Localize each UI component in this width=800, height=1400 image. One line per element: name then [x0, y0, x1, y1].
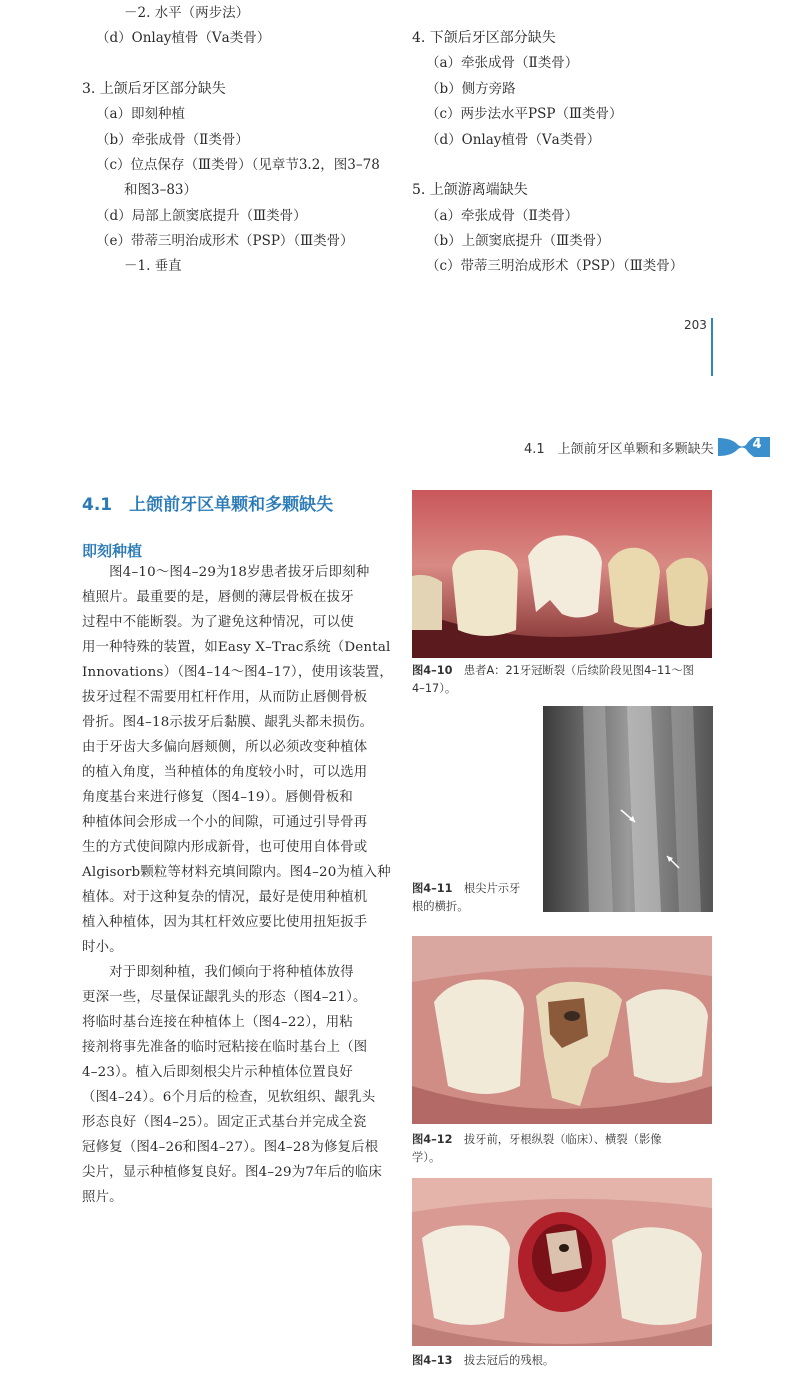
caption-text: 患者A：21牙冠断裂（后续阶段见图4–11～图 [463, 664, 694, 677]
list-item: （e）带蒂三明治成形术（PSP）（Ⅲ类骨） [96, 233, 354, 249]
body-line: （图4–24）。6个月后的检查，见软组织、龈乳头 [82, 1090, 376, 1105]
page-number: 203 [684, 318, 707, 332]
list-item: （b）上颌窦底提升（Ⅲ类骨） [426, 233, 610, 249]
figure-label: 图4–12 [412, 1133, 453, 1146]
list-heading: 3. 上颌后牙区部分缺失 [82, 81, 226, 97]
list-item: （c）位点保存（Ⅲ类骨）（见章节3.2，图3–78 [96, 157, 380, 173]
figure-4-13-photo [412, 1178, 712, 1346]
list-item: （d）局部上颌窦底提升（Ⅲ类骨） [96, 208, 307, 224]
body-line: 植入种植体，因为其杠杆效应要比使用扭矩扳手 [82, 915, 368, 930]
list-item: （b）侧方旁路 [426, 81, 516, 97]
body-line: 接剂将事先准备的临时冠粘接在临时基台上（图 [82, 1040, 368, 1055]
chapter-number: 4 [752, 437, 762, 452]
body-line: 照片。 [82, 1190, 123, 1205]
body-line: 植体。对于这种复杂的情况，最好是使用种植机 [82, 890, 368, 905]
figure-4-11-radiograph [543, 706, 713, 912]
list-item: －2. 水平（两步法） [124, 5, 250, 21]
figure-4-12-caption [412, 1131, 662, 1148]
list-item: （d）Onlay植骨（Ⅴa类骨） [426, 132, 601, 148]
body-line: 尖片，显示种植修复良好。图4–29为7年后的临床 [82, 1165, 382, 1180]
body-line: 更深一些，尽量保证龈乳头的形态（图4–21）。 [82, 990, 367, 1005]
body-line: 形态良好（图4–25）。固定正式基台并完成全瓷 [82, 1115, 367, 1130]
body-line: 生的方式使间隙内形成新骨，也可使用自体骨或 [82, 840, 368, 855]
list-heading: 5. 上颌游离端缺失 [412, 182, 528, 198]
figure-label: 图4–11 [412, 882, 453, 895]
body-line: 植照片。最重要的是，唇侧的薄层骨板在拔牙 [82, 590, 354, 605]
figure-4-12-caption-cont: 学）。 [412, 1151, 441, 1164]
body-line: 4–23）。植入后即刻根尖片示种植体位置良好 [82, 1065, 353, 1080]
body-line: 种植体间会形成一个小的间隙，可通过引导骨再 [82, 815, 368, 830]
running-header: 4.1 上颌前牙区单颗和多颗缺失 [524, 442, 714, 457]
figure-4-11-caption-cont: 根的横折。 [412, 900, 469, 913]
figure-label: 图4–10 [412, 664, 453, 677]
body-line: 由于牙齿大多偏向唇颊侧，所以必须改变种植体 [82, 740, 368, 755]
body-line: Innovations）（图4–14～图4–17），使用该装置， [82, 665, 393, 680]
body-line: 冠修复（图4–26和图4–27）。图4–28为修复后根 [82, 1140, 379, 1155]
list-item: （a）即刻种植 [96, 106, 186, 122]
body-line: 拔牙过程不需要用杠杆作用，从而防止唇侧骨板 [82, 690, 368, 705]
list-item: （d）Onlay植骨（Ⅴa类骨） [96, 30, 271, 46]
figure-4-12-photo [412, 936, 712, 1124]
figure-label: 图4–13 [412, 1354, 453, 1367]
body-line: 将临时基台连接在种植体上（图4–22），用粘 [82, 1015, 353, 1030]
caption-text: 根尖片示牙 [463, 882, 521, 895]
list-item: （b）牵张成骨（Ⅱ类骨） [96, 132, 249, 148]
body-line: Algisorb颗粒等材料充填间隙内。图4–20为植入种 [82, 865, 391, 880]
list-item: －1. 垂直 [124, 258, 182, 274]
page-number-rule [711, 318, 713, 376]
body-line: 时小。 [82, 940, 123, 955]
body-line: 对于即刻种植，我们倾向于将种植体放得 [82, 965, 354, 980]
caption-text: 拔牙前，牙根纵裂（临床）、横裂（影像 [463, 1133, 662, 1146]
body-line: 的植入角度，当种植体的角度较小时，可以选用 [82, 765, 368, 780]
subsection-title: 即刻种植 [82, 542, 143, 560]
figure-4-11-caption [412, 880, 520, 897]
figure-4-13-caption [412, 1352, 554, 1369]
body-line: 用一种特殊的装置，如Easy X–Trac系统（Dental [82, 640, 391, 655]
section-title: 4.1 上颌前牙区单颗和多颗缺失 [82, 495, 334, 515]
list-item: （c）两步法水平PSP（Ⅲ类骨） [426, 106, 623, 122]
figure-4-10-caption-cont: 4–17）。 [412, 682, 457, 695]
list-heading: 4. 下颌后牙区部分缺失 [412, 30, 556, 46]
list-item: （a）牵张成骨（Ⅱ类骨） [426, 208, 579, 224]
figure-4-10-photo [412, 490, 712, 658]
body-line: 骨折。图4–18示拔牙后黏膜、龈乳头都未损伤。 [82, 715, 374, 730]
body-line: 过程中不能断裂。为了避免这种情况，可以使 [82, 615, 354, 630]
body-line: 图4–10～图4–29为18岁患者拔牙后即刻种 [82, 565, 370, 580]
list-item: （c）带蒂三明治成形术（PSP）（Ⅲ类骨） [426, 258, 684, 274]
figure-4-10-caption [412, 662, 694, 679]
caption-text: 拔去冠后的残根。 [463, 1354, 555, 1367]
list-item: 和图3–83） [124, 182, 198, 198]
body-line: 角度基台来进行修复（图4–19）。唇侧骨板和 [82, 790, 353, 805]
list-item: （a）牵张成骨（Ⅱ类骨） [426, 55, 579, 71]
